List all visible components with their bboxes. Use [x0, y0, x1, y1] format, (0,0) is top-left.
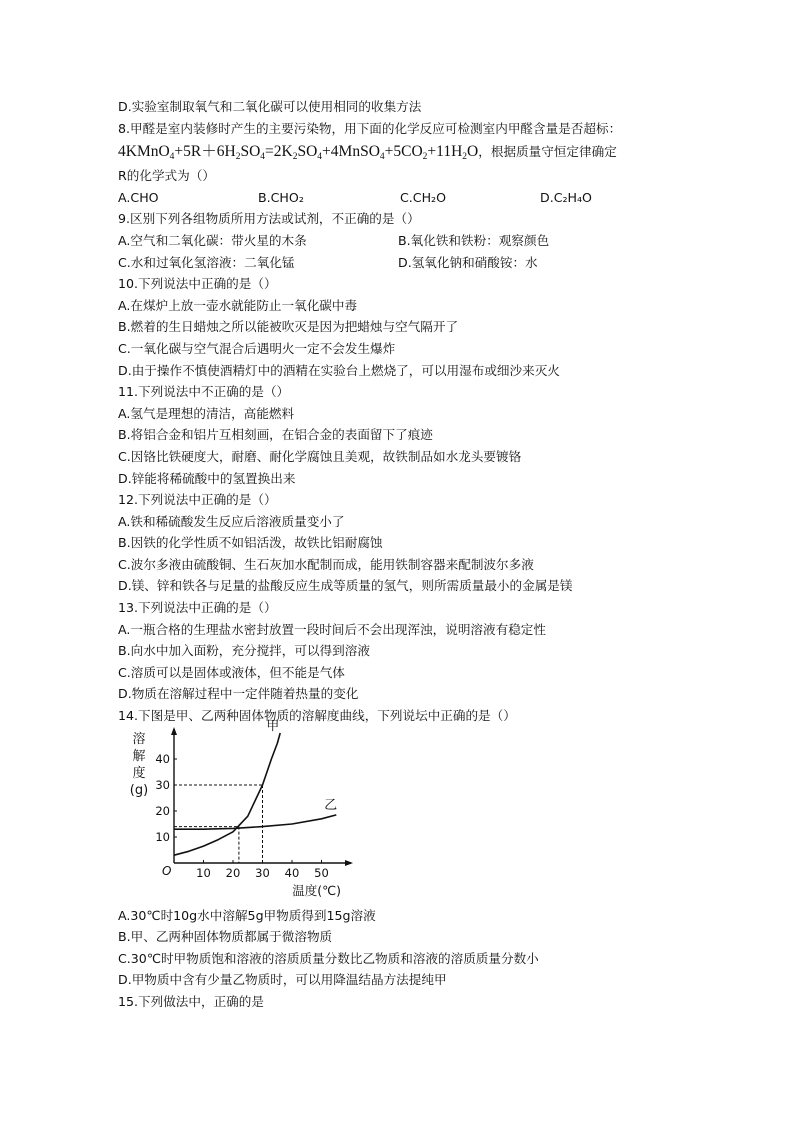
q15-stem: 15.下列做法中，正确的是 — [118, 994, 264, 1009]
q8-stem-r: R的化学式为（） — [118, 168, 215, 184]
q8-option-a: A.CHO — [118, 189, 159, 205]
q11-stem: 11.下列说法中不正确的是（） — [118, 384, 290, 400]
q14-stem: 14.下图是甲、乙两种固体物质的溶解度曲线，下列说坛中正确的是（） — [118, 708, 516, 724]
q9-options-row2 — [118, 252, 688, 274]
y-tick-label: 40 — [155, 751, 170, 766]
q14-option-b: B.甲、乙两种固体物质都属于微溶物质 — [118, 929, 333, 945]
y-axis-arrow-icon — [171, 727, 177, 735]
q13-option-d: D.物质在溶解过程中一定伴随着热量的变化 — [118, 686, 359, 702]
series-label-1: 甲 — [266, 718, 280, 734]
q9-stem: 9.区别下列各组物质所用方法或试剂，不正确的是（） — [118, 211, 420, 227]
q9-option-d: D.氢氧化钠和硝酸铵：水 — [398, 254, 538, 270]
q8-option-b: B.CHO₂ — [258, 189, 304, 205]
q11-option-a: A.氢气是理想的清洁，高能燃料 — [118, 405, 295, 421]
series-label-2: 乙 — [324, 797, 338, 813]
solubility-chart-svg — [120, 718, 360, 899]
q13-option-c: C.溶质可以是固体或液体，但不能是气体 — [118, 664, 345, 680]
origin-label: O — [162, 863, 172, 878]
y-tick-label: 30 — [155, 777, 170, 792]
q9-option-c: C.水和过氧化氢溶液：二氧化锰 — [118, 254, 295, 270]
q14-option-d: D.甲物质中含有少量乙物质时，可以用降温结晶方法提纯甲 — [118, 972, 447, 988]
q12-stem: 12.下列说法中正确的是（） — [118, 492, 277, 508]
q14-option-a: A.30℃时10g水中溶解5g甲物质得到15g溶液 — [118, 907, 376, 923]
q9-option-a: A.空气和二氧化碳：带火星的木条 — [118, 232, 307, 248]
q8-option-c: C.CH₂O — [400, 189, 447, 205]
q13-option-b: B.向水中加入面粉，充分搅拌，可以得到溶液 — [118, 643, 370, 659]
q7-option-d: D.实验室制取氧气和二氧化碳可以使用相同的收集方法 — [118, 99, 422, 114]
q10-stem: 10.下列说法中正确的是（） — [118, 276, 277, 292]
q14-option-c: C.30℃时甲物质饱和溶液的溶质质量分数比乙物质和溶液的溶质质量分数小 — [118, 950, 539, 966]
series-line-1 — [174, 733, 280, 855]
q9-option-b: B.氧化铁和铁粉：观察颜色 — [398, 232, 550, 248]
q12-option-a: A.铁和稀硫酸发生反应后溶液质量变小了 — [118, 513, 345, 529]
q12-option-d: D.镁、锌和铁各与足量的盐酸反应生成等质量的氢气，则所需质量最小的金属是镁 — [118, 578, 573, 594]
q11-option-d: D.锌能将稀硫酸中的氢置换出来 — [118, 470, 296, 486]
x-tick-label: 50 — [314, 865, 329, 880]
chemical-equation: $4KMnO_4+5R+6H_2SO_4=2K_2SO_4+4MnSO_4+5CO_2+11H_2O$ — [118, 143, 479, 163]
x-axis-arrow-icon — [345, 860, 353, 866]
x-tick-label: 40 — [284, 865, 300, 880]
q13-option-a: A.一瓶合格的生理盐水密封放置一段时间后不会出现浑浊，说明溶液有稳定性 — [118, 621, 546, 637]
y-axis-label: 溶解度(g) — [129, 731, 149, 798]
q10-option-b: B.燃着的生日蜡烛之所以能被吹灭是因为把蜡烛与空气隔开了 — [118, 319, 459, 335]
q10-option-a: A.在煤炉上放一壶水就能防止一氧化碳中毒 — [118, 297, 358, 313]
q11-option-c: C.因铬比铁硬度大，耐磨、耐化学腐蚀且美观，故铁制品如水龙头要镀铬 — [118, 448, 522, 464]
x-tick-label: 20 — [225, 865, 241, 880]
q8-option-d: D.C₂H₄O — [540, 189, 592, 205]
q13-stem: 13.下列说法中正确的是（） — [118, 600, 277, 616]
series-line-2 — [174, 815, 336, 829]
q9-options-row1 — [118, 230, 688, 252]
y-tick-label: 10 — [155, 829, 170, 844]
x-tick-label: 30 — [255, 865, 270, 880]
y-tick-label: 20 — [155, 803, 170, 818]
q8-equation-line — [118, 139, 688, 165]
q11-option-b: B.将铝合金和铝片互相刻画，在铝合金的表面留下了痕迹 — [118, 427, 433, 443]
q8-options — [118, 187, 688, 209]
q8-stem-tail: ，根据质量守恒定律确定 — [478, 144, 617, 160]
solubility-chart — [120, 718, 360, 899]
exam-page — [118, 96, 688, 1013]
q10-option-c: C.一氧化碳与空气混合后遇明火一定不会发生爆炸 — [118, 340, 396, 356]
x-tick-label: 10 — [196, 865, 211, 880]
q8-stem: 8.甲醛是室内装修时产生的主要污染物，用下面的化学反应可检测室内甲醛含量是否超标： — [118, 120, 622, 136]
q10-option-d: D.由于操作不慎使酒精灯中的酒精在实验台上燃烧了，可以用湿布或细沙来灭火 — [118, 362, 560, 378]
q12-option-c: C.波尔多液由硫酸铜、生石灰加水配制而成，能用铁制容器来配制波尔多液 — [118, 556, 534, 572]
x-axis-label: 温度(℃) — [292, 882, 341, 898]
q12-option-b: B.因铁的化学性质不如铝活泼，故铁比铝耐腐蚀 — [118, 535, 383, 551]
